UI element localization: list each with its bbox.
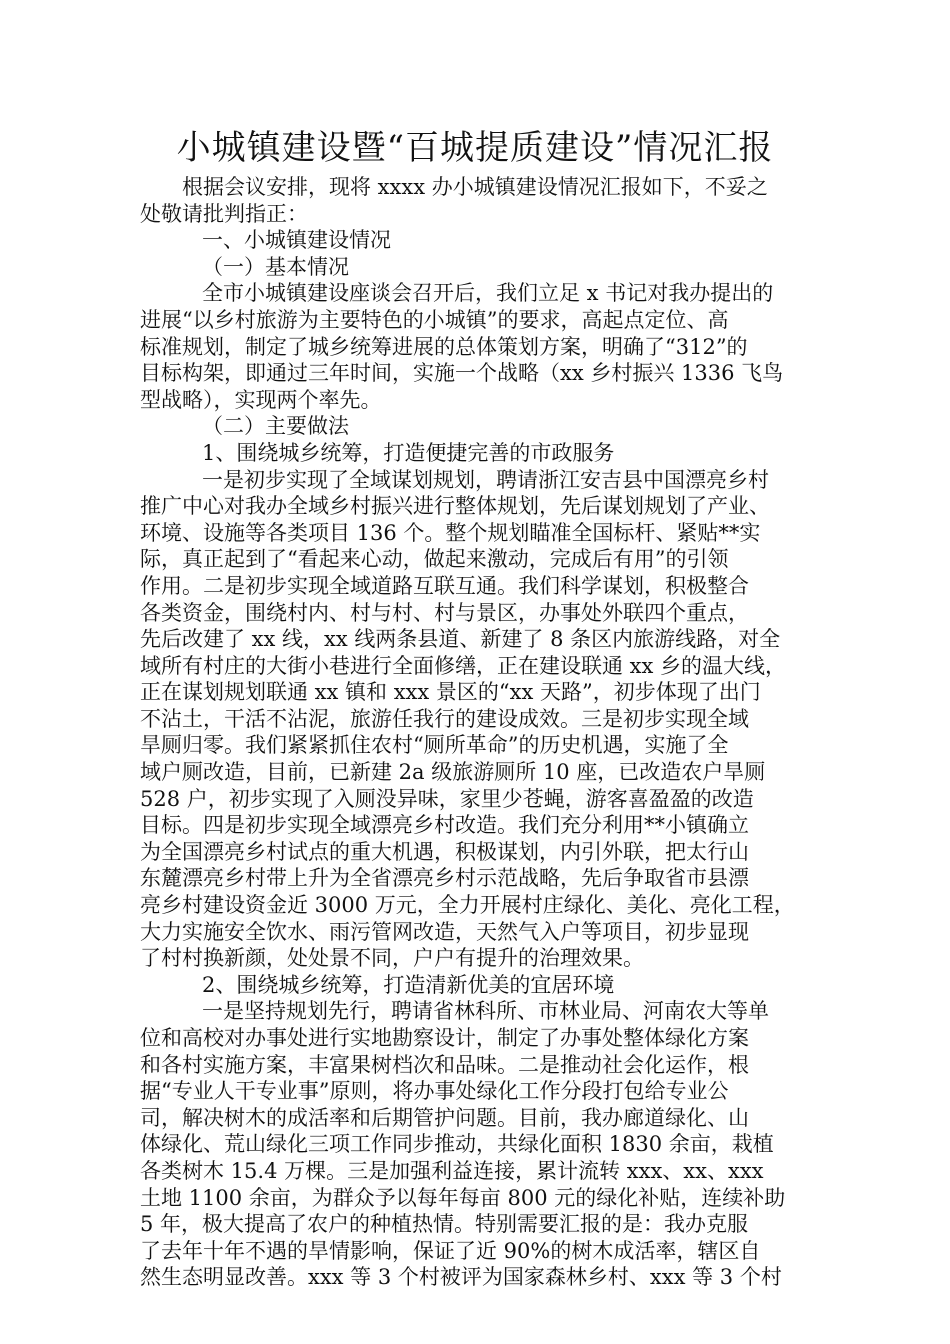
paragraph-line: 环境、设施等各类项目 136 个。整个规划瞄准全国标杆、紧贴**实 [140,520,761,545]
paragraph-line: 根据会议安排，现将 xxxx 办小城镇建设情况汇报如下，不妥之 [182,175,768,199]
document-title: 小城镇建设暨“百城提质建设”情况汇报 [176,128,774,168]
paragraph-line: 先后改建了 xx 线，xx 线两条县道、新建了 8 条区内旅游线路，对全 [140,627,781,652]
paragraph-line: 为全国漂亮乡村试点的重大机遇，积极谋划，内引外联，把太行山 [140,839,749,864]
paragraph-line: 型战略），实现两个率先。 [140,387,382,412]
document-body [140,174,820,1291]
paragraph-line: 亮乡村建设资金近 3000 万元，全力开展村庄绿化、美化、亮化工程， [140,893,795,918]
paragraph-line: 一、小城镇建设情况 [202,228,391,253]
paragraph-line: 处敬请批判指正： [140,201,308,226]
paragraph-line: 体绿化、荒山绿化三项工作同步推动，共绿化面积 1830 余亩，栽植 [140,1132,774,1157]
paragraph-line: 然生态明显改善。xxx 等 3 个村被评为国家森林乡村、xxx 等 3 个村 [140,1265,782,1290]
paragraph-line: 进展“以乡村旅游为主要特色的小城镇”的要求，高起点定位、高 [140,307,729,332]
paragraph-line: 域户厕改造，目前，已新建 2a 级旅游厕所 10 座，已改造农户旱厕 [140,760,766,785]
paragraph-line: 大力实施安全饮水、雨污管网改造，天然气入户等项目，初步显现 [140,919,749,944]
paragraph-line: 和各村实施方案，丰富果树档次和品味。二是推动社会化运作，根 [140,1052,749,1077]
paragraph-line: 了村村换新颜，处处景不同，户户有提升的治理效果。 [140,946,644,971]
paragraph-line: 旱厕归零。我们紧紧抓住农村“厕所革命”的历史机遇，实施了全 [140,733,729,758]
paragraph-line: 目标构架，即通过三年时间，实施一个战略（xx 乡村振兴 1336 飞鸟 [140,361,784,386]
paragraph-line: 528 户，初步实现了入厕没异味，家里少苍蝇，游客喜盈盈的改造 [140,786,754,811]
paragraph-line: 作用。二是初步实现全域道路互联互通。我们科学谋划，积极整合 [140,573,749,598]
paragraph-line: 一是初步实现了全域谋划规划，聘请浙江安吉县中国漂亮乡村 [202,467,769,492]
paragraph-line: 域所有村庄的大街小巷进行全面修缮，正在建设联通 xx 乡的温大线， [140,653,787,678]
paragraph-line: 正在谋划规划联通 xx 镇和 xxx 景区的“xx 天路”，初步体现了出门 [140,680,761,705]
paragraph-line: 东麓漂亮乡村带上升为全省漂亮乡村示范战略，先后争取省市县漂 [140,866,749,891]
paragraph-line: 全市小城镇建设座谈会召开后，我们立足 x 书记对我办提出的 [202,281,774,306]
paragraph-line: 各类树木 15.4 万棵。三是加强利益连接，累计流转 xxx、xx、xxx [140,1158,764,1183]
paragraph-line: 推广中心对我办全域乡村振兴进行整体规划，先后谋划规划了产业、 [140,494,770,519]
paragraph-line: 1、围绕城乡统筹，打造便捷完善的市政服务 [202,440,615,465]
paragraph-line: 5 年，极大提高了农户的种植热情。特别需要汇报的是：我办克服 [140,1212,749,1237]
paragraph-line: 各类资金，围绕村内、村与村、村与景区，办事处外联四个重点， [140,600,749,625]
paragraph-line: 司，解决树木的成活率和后期管护问题。目前，我办廊道绿化、山 [140,1105,749,1130]
paragraph-line: 目标。四是初步实现全域漂亮乡村改造。我们充分利用**小镇确立 [140,813,749,838]
paragraph-line: 标准规划，制定了城乡统筹进展的总体策划方案，明确了“312”的 [140,334,748,359]
paragraph-line: 土地 1100 余亩，为群众予以每年每亩 800 元的绿化补贴，连续补助 [140,1185,786,1210]
paragraph-line: （一）基本情况 [202,254,349,279]
paragraph-line: （二）主要做法 [202,414,349,439]
paragraph-line: 位和高校对办事处进行实地勘察设计，制定了办事处整体绿化方案 [140,1026,749,1050]
paragraph-line: 据“专业人干专业事”原则，将办事处绿化工作分段打包给专业公 [140,1079,729,1104]
paragraph-line: 了去年十年不遇的旱情影响，保证了近 90%的树木成活率，辖区自 [140,1238,761,1263]
paragraph-line: 2、围绕城乡统筹，打造清新优美的宜居环境 [202,972,615,997]
paragraph-line: 不沾土，干活不沾泥，旅游任我行的建设成效。三是初步实现全域 [140,706,749,731]
paragraph-line: 一是坚持规划先行，聘请省林科所、市林业局、河南农大等单 [202,999,769,1024]
paragraph-line: 际，真正起到了“看起来心动，做起来激动，完成后有用”的引领 [140,547,729,572]
